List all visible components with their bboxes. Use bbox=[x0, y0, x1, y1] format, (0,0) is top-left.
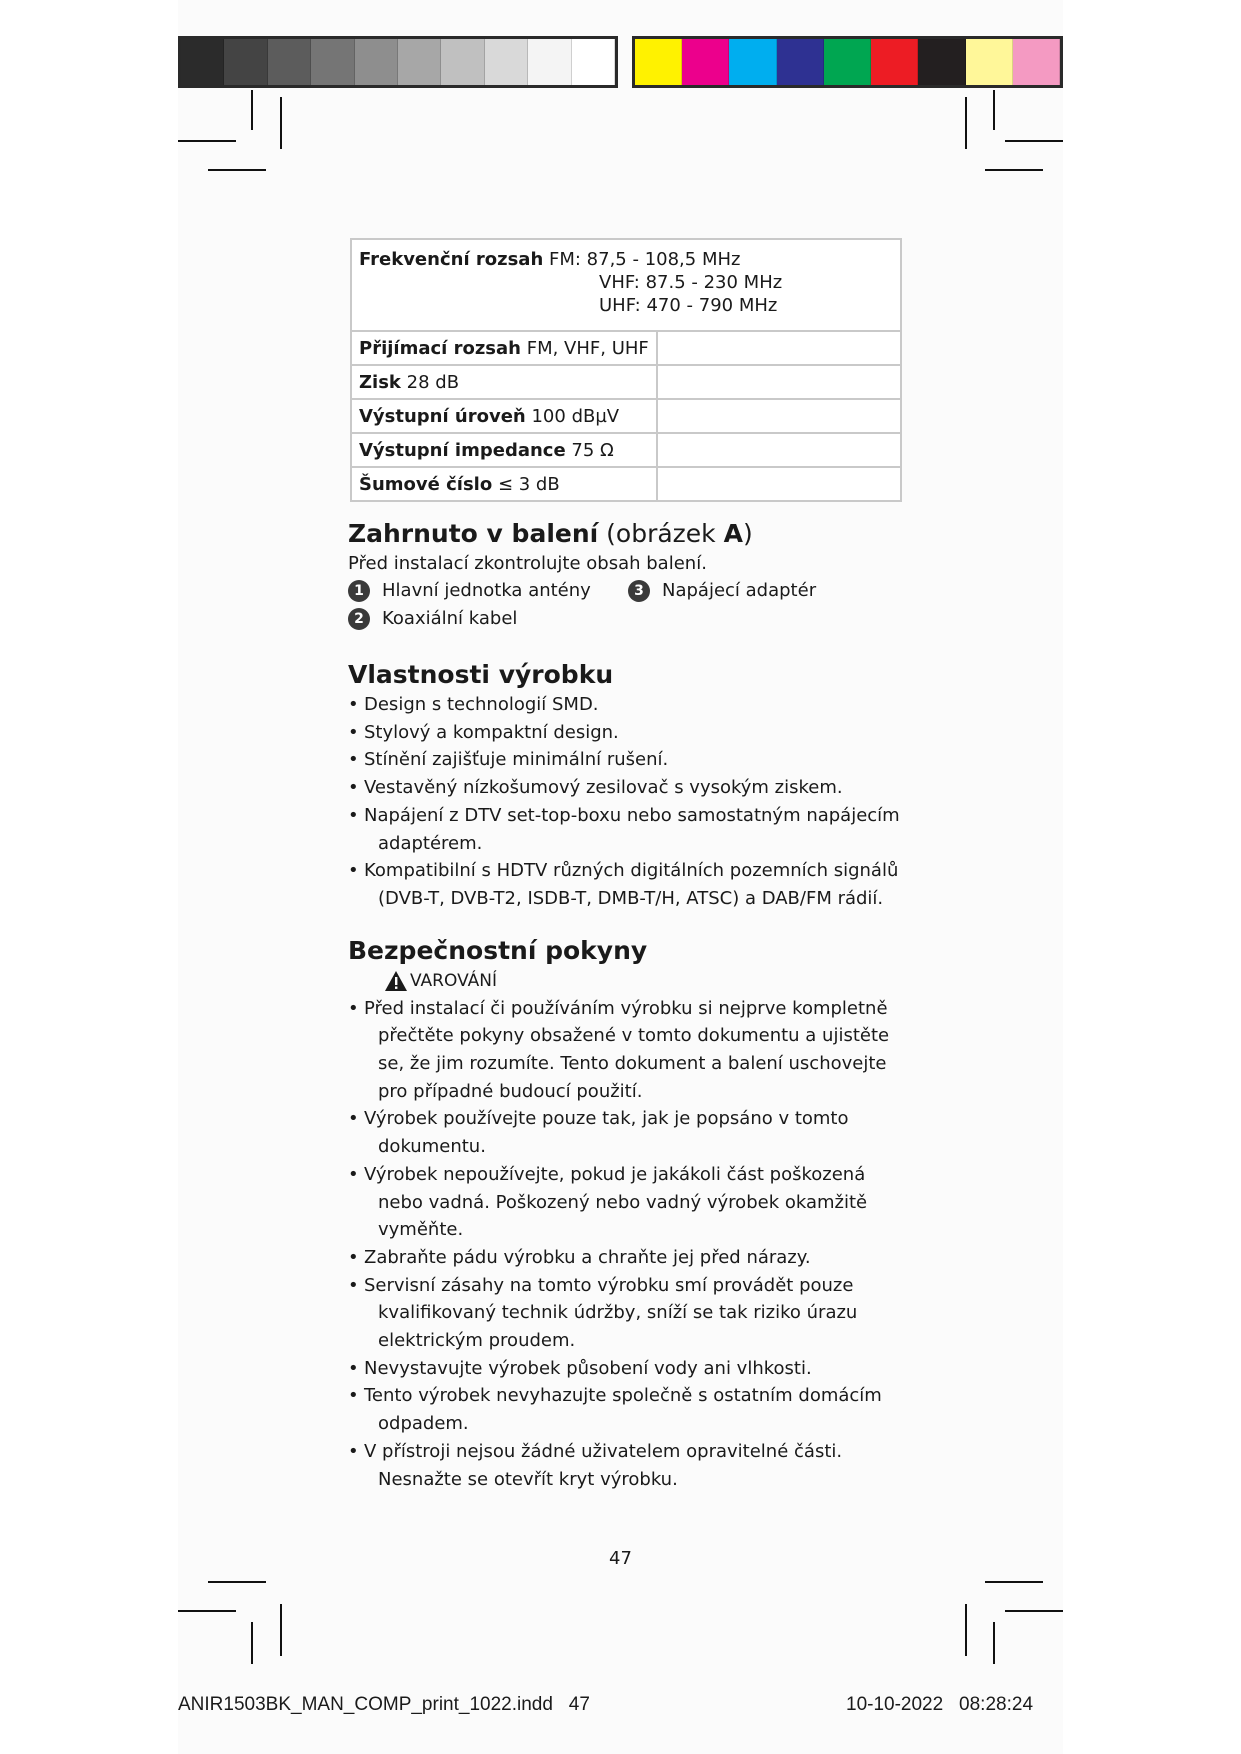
gray-swatch bbox=[355, 39, 398, 85]
crop-mark bbox=[985, 169, 1043, 171]
spec-cell-empty bbox=[657, 467, 901, 501]
warning-icon bbox=[384, 970, 408, 992]
spec-row bbox=[351, 399, 901, 433]
package-item-label: Hlavní jednotka antény bbox=[382, 580, 591, 601]
package-item bbox=[628, 577, 908, 605]
gray-swatch bbox=[224, 39, 267, 85]
spec-key: Zisk bbox=[359, 372, 401, 393]
crop-mark bbox=[208, 169, 266, 171]
features-heading: Vlastnosti výrobku bbox=[348, 660, 614, 689]
color-swatch bbox=[1013, 39, 1060, 85]
crop-mark bbox=[1005, 140, 1063, 142]
package-heading bbox=[348, 518, 908, 550]
spec-cell bbox=[351, 467, 657, 501]
grayscale-calibration-bar bbox=[178, 36, 618, 88]
list-item: • Design s technologií SMD. bbox=[348, 691, 908, 719]
crop-mark bbox=[965, 97, 967, 149]
crop-mark bbox=[178, 1610, 236, 1612]
spec-extra-value: VHF: 87.5 - 230 MHz bbox=[599, 272, 783, 293]
gray-swatch bbox=[181, 39, 224, 85]
list-item: • Zabraňte pádu výrobku a chraňte jej před nárazy. bbox=[348, 1244, 908, 1272]
safety-heading: Bezpečnostní pokyny bbox=[348, 935, 648, 965]
page-content bbox=[348, 238, 908, 1493]
slug-page: 47 bbox=[568, 1694, 590, 1715]
package-item-label: Koaxiální kabel bbox=[382, 608, 518, 629]
spec-value: 28 dB bbox=[406, 372, 460, 393]
crop-mark bbox=[985, 1581, 1043, 1583]
spec-cell bbox=[351, 365, 657, 399]
package-heading-bold: Zahrnuto v balení bbox=[348, 519, 599, 548]
package-item-label: Napájecí adaptér bbox=[662, 580, 817, 601]
spec-cell bbox=[351, 433, 657, 467]
crop-mark bbox=[993, 90, 995, 130]
gray-swatch bbox=[398, 39, 441, 85]
spec-cell-empty bbox=[657, 331, 901, 365]
slug-file bbox=[178, 1694, 590, 1716]
list-item: • V přístroji nejsou žádné uživatelem opravitelné části. Nesnažte se otevřít kryt výrobku. bbox=[348, 1438, 908, 1493]
color-swatch bbox=[635, 39, 682, 85]
list-item: • Stínění zajišťuje minimální rušení. bbox=[348, 746, 908, 774]
gray-swatch bbox=[572, 39, 615, 85]
slug-time: 08:28:24 bbox=[959, 1694, 1034, 1715]
package-heading-paren-close: ) bbox=[742, 519, 753, 548]
crop-mark bbox=[993, 1622, 995, 1664]
slug-timestamp bbox=[846, 1694, 1033, 1716]
crop-mark bbox=[251, 1622, 253, 1664]
item-number-badge: 1 bbox=[348, 580, 370, 602]
spec-key: Výstupní úroveň bbox=[359, 406, 526, 427]
list-item: • Servisní zásahy na tomto výrobku smí provádět pouze kvalifikovaný technik údržby, sníží se tak riziko úrazu elektrickým proudem. bbox=[348, 1272, 908, 1355]
spec-cell-empty bbox=[657, 365, 901, 399]
color-swatch bbox=[824, 39, 871, 85]
package-heading-paren-open: (obrázek bbox=[598, 519, 724, 548]
crop-mark bbox=[280, 97, 282, 149]
crop-mark bbox=[208, 1581, 266, 1583]
spec-row bbox=[351, 467, 901, 501]
list-item: • Výrobek nepoužívejte, pokud je jakákoli část poškozená nebo vadná. Poškozený nebo vadný výrobek okamžitě vyměňte. bbox=[348, 1161, 908, 1244]
gray-swatch bbox=[268, 39, 311, 85]
spec-key: Přijímací rozsah bbox=[359, 338, 521, 359]
warning-line bbox=[384, 967, 908, 995]
color-swatch bbox=[729, 39, 776, 85]
item-number-badge: 2 bbox=[348, 608, 370, 630]
spec-row bbox=[351, 239, 901, 331]
spec-cell bbox=[351, 331, 657, 365]
spec-cell bbox=[351, 399, 657, 433]
spec-cell-empty bbox=[657, 433, 901, 467]
crop-mark bbox=[251, 90, 253, 130]
spec-value: FM, VHF, UHF bbox=[526, 338, 649, 359]
spec-value: 100 dBµV bbox=[531, 406, 620, 427]
spec-value: FM: 87,5 - 108,5 MHz bbox=[549, 249, 741, 270]
features-list bbox=[348, 691, 908, 913]
spec-key: Frekvenční rozsah bbox=[359, 249, 544, 270]
spec-cell-empty bbox=[657, 399, 901, 433]
safety-list bbox=[348, 995, 908, 1494]
package-item bbox=[348, 605, 634, 633]
crop-mark bbox=[280, 1604, 282, 1656]
list-item: • Výrobek používejte pouze tak, jak je popsáno v tomto dokumentu. bbox=[348, 1105, 908, 1160]
gray-swatch bbox=[528, 39, 571, 85]
warning-label: VAROVÁNÍ bbox=[410, 970, 497, 991]
package-intro: Před instalací zkontrolujte obsah balení. bbox=[348, 553, 707, 574]
spec-key: Šumové číslo bbox=[359, 474, 493, 495]
spec-row bbox=[351, 365, 901, 399]
spec-value: 75 Ω bbox=[571, 440, 614, 461]
list-item: • Před instalací či používáním výrobku si nejprve kompletně přečtěte pokyny obsažené v tomto dokumentu a ujistěte se, že jim rozumíte. Tento dokument a balení uschovejte pro případné budoucí použití. bbox=[348, 995, 908, 1106]
gray-swatch bbox=[441, 39, 484, 85]
color-swatch bbox=[871, 39, 918, 85]
item-number-badge: 3 bbox=[628, 580, 650, 602]
color-swatch bbox=[918, 39, 965, 85]
specification-table bbox=[350, 238, 902, 502]
gray-swatch bbox=[485, 39, 528, 85]
list-item: • Vestavěný nízkošumový zesilovač s vysokým ziskem. bbox=[348, 774, 908, 802]
spec-row bbox=[351, 433, 901, 467]
crop-mark bbox=[178, 140, 236, 142]
color-calibration-bar bbox=[632, 36, 1063, 88]
list-item: • Tento výrobek nevyhazujte společně s ostatním domácím odpadem. bbox=[348, 1382, 908, 1437]
spec-extra-value: UHF: 470 - 790 MHz bbox=[599, 295, 778, 316]
list-item: • Napájení z DTV set-top-boxu nebo samostatným napájecím adaptérem. bbox=[348, 802, 908, 857]
color-swatch bbox=[777, 39, 824, 85]
package-heading-letter: A bbox=[723, 519, 743, 548]
color-swatch bbox=[682, 39, 729, 85]
gray-swatch bbox=[311, 39, 354, 85]
color-swatch bbox=[966, 39, 1013, 85]
spec-key: Výstupní impedance bbox=[359, 440, 566, 461]
package-item bbox=[348, 577, 628, 605]
package-row bbox=[348, 577, 908, 605]
package-row bbox=[348, 605, 908, 633]
crop-mark bbox=[965, 1604, 967, 1656]
list-item: • Nevystavujte výrobek působení vody ani vlhkosti. bbox=[348, 1355, 908, 1383]
spec-row bbox=[351, 331, 901, 365]
list-item: • Stylový a kompaktní design. bbox=[348, 719, 908, 747]
slug-filename: ANIR1503BK_MAN_COMP_print_1022.indd bbox=[178, 1694, 553, 1715]
spec-cell bbox=[351, 239, 901, 331]
crop-mark bbox=[1005, 1610, 1063, 1612]
slug-date: 10-10-2022 bbox=[846, 1694, 944, 1715]
page-number: 47 bbox=[609, 1548, 632, 1569]
spec-value: ≤ 3 dB bbox=[497, 474, 560, 495]
list-item: • Kompatibilní s HDTV různých digitálních pozemních signálů (DVB-T, DVB-T2, ISDB-T, DMB-T/H, ATSC) a DAB/FM rádií. bbox=[348, 857, 908, 912]
